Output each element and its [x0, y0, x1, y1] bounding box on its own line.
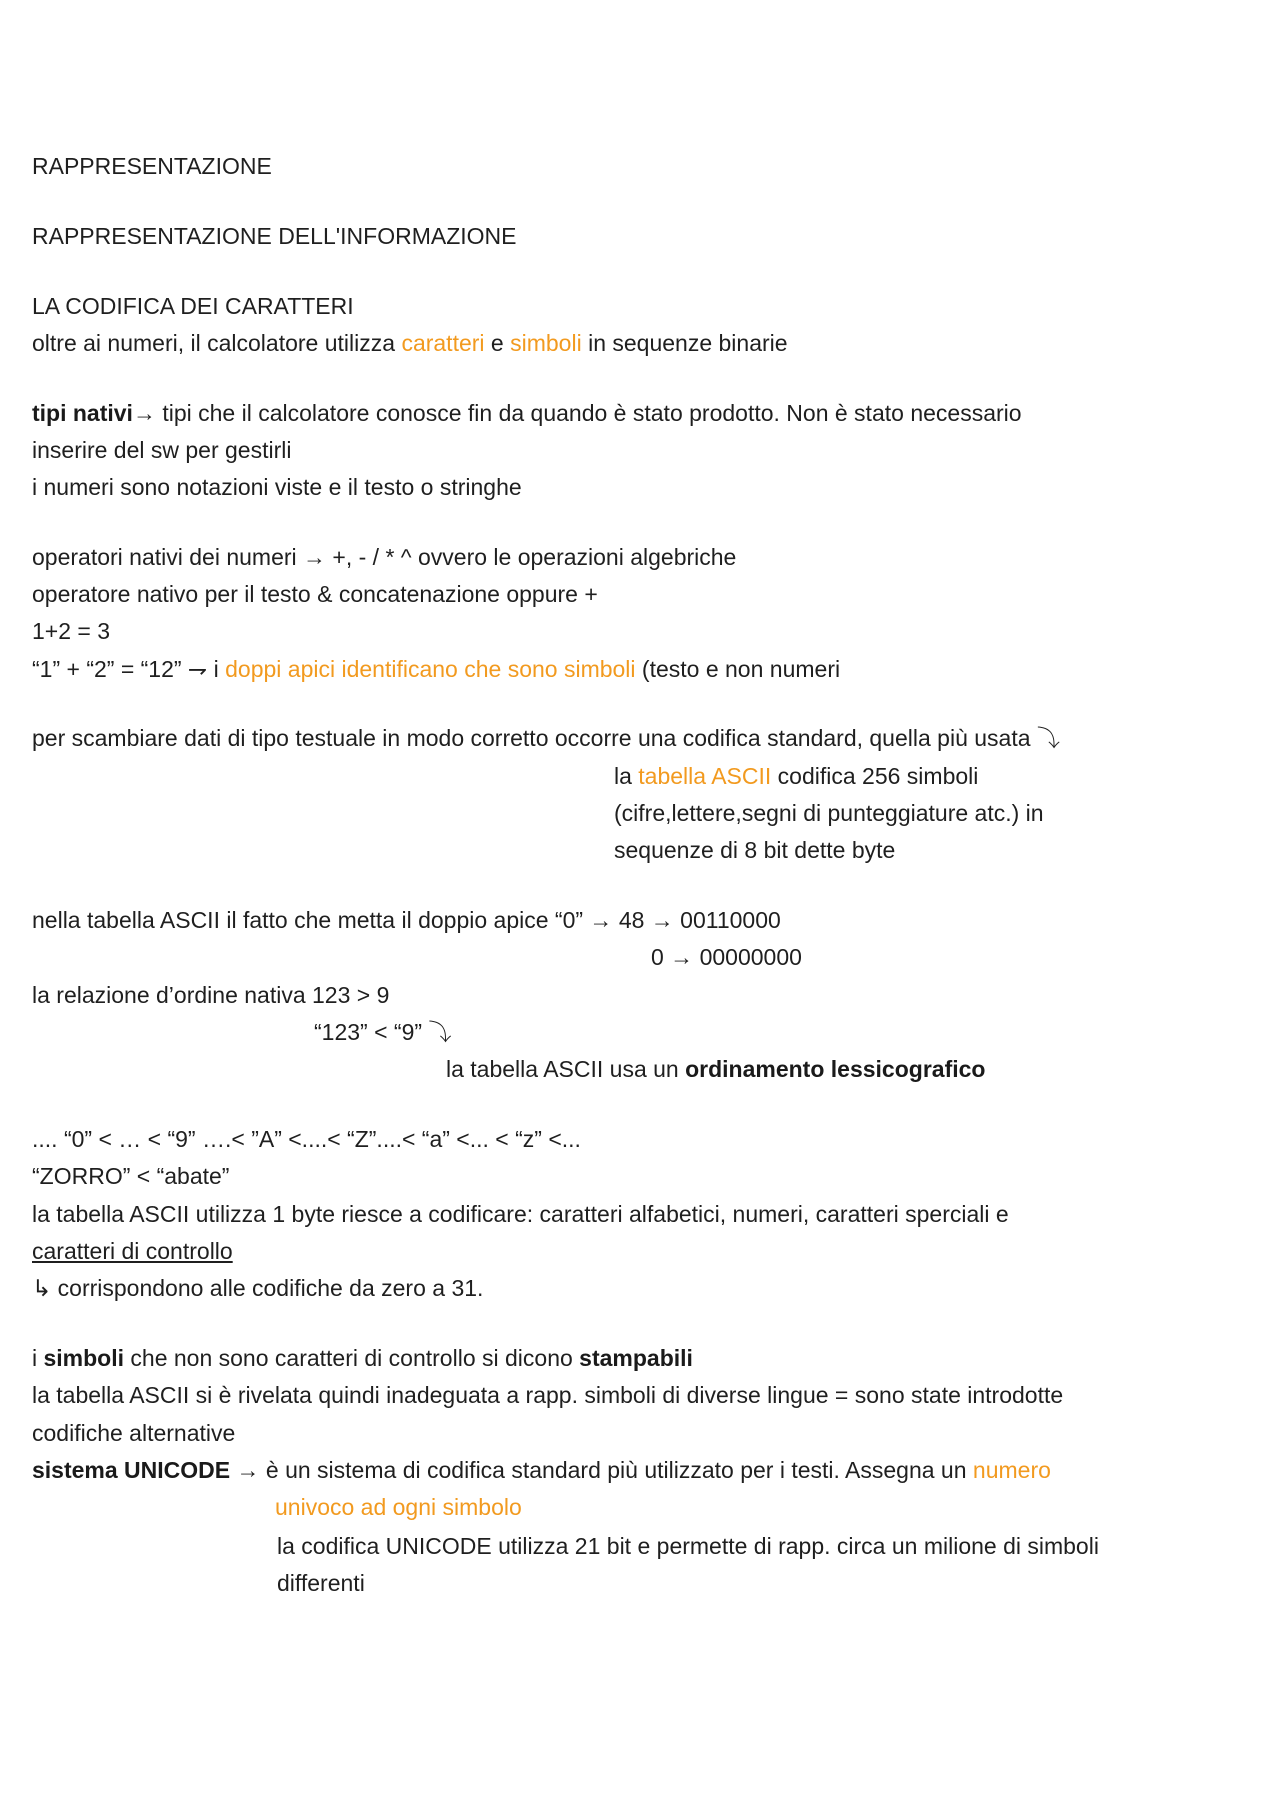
ascii-line-2: 0 → 00000000 [651, 944, 802, 970]
scambio-line-3: (cifre,lettere,segni di punteggiature atc.) in [614, 800, 1044, 826]
ascii-line-5: la tabella ASCII usa un ordinamento lessicografico [446, 1056, 986, 1082]
simboli-line-2: la tabella ASCII si è rivelata quindi inadeguata a rapp. simboli di diverse lingue = sono state introdotte [32, 1382, 1064, 1408]
caratteri-di-controllo: caratteri di controllo [32, 1238, 233, 1264]
ordine-line-1: .... “0” < … < “9” ….< ”A” <....< “Z”....< “a” <... < “z” <... [32, 1126, 581, 1152]
intro-line: oltre ai numeri, il calcolatore utilizza caratteri e simboli in sequenze binarie [32, 330, 788, 356]
ordine-line-5: ↳ corrispondono alle codifiche da zero a 31. [32, 1275, 484, 1301]
scambio-line-2: la tabella ASCII codifica 256 simboli [614, 763, 979, 789]
unicode-line-4: differenti [277, 1570, 365, 1596]
unicode-label: sistema UNICODE [32, 1457, 231, 1483]
ascii-line-4: “123” < “9” ⤵ [314, 1019, 452, 1045]
page-title: RAPPRESENTAZIONE [32, 153, 272, 179]
ordinamento-lessicografico: ordinamento lessicografico [685, 1056, 986, 1082]
operatori-line-4: “1” + “2” = “12” ⇁ i doppi apici identificano che sono simboli (testo e non numeri [32, 656, 841, 682]
highlight-caratteri: caratteri [401, 330, 485, 356]
tipi-nativi-label: tipi nativi [32, 400, 133, 426]
ascii-line-3: la relazione d’ordine nativa 123 > 9 [32, 982, 390, 1008]
highlight-doppi-apici: doppi apici identificano che sono simboli [225, 656, 636, 682]
operatori-line-1: operatori nativi dei numeri → +, - / * ^ ovvero le operazioni algebriche [32, 544, 737, 570]
operatori-line-3: 1+2 = 3 [32, 618, 111, 644]
scambio-line-4: sequenze di 8 bit dette byte [614, 837, 896, 863]
highlight-simboli: simboli [510, 330, 582, 356]
unicode-line-3: la codifica UNICODE utilizza 21 bit e permette di rapp. circa un milione di simboli [277, 1533, 1099, 1559]
tipi-line-2: inserire del sw per gestirli [32, 437, 292, 463]
unicode-line-2: univoco ad ogni simbolo [275, 1494, 522, 1520]
section-heading: LA CODIFICA DEI CARATTERI [32, 293, 354, 319]
tipi-line-3: i numeri sono notazioni viste e il testo o stringhe [32, 474, 522, 500]
ordine-line-3: la tabella ASCII utilizza 1 byte riesce a codificare: caratteri alfabetici, numeri, caratteri sperciali e [32, 1201, 1009, 1227]
tipi-nativi-line: tipi nativi→ tipi che il calcolatore conosce fin da quando è stato prodotto. Non è stato necessario [32, 400, 1022, 426]
operatori-line-2: operatore nativo per il testo & concatenazione oppure + [32, 581, 598, 607]
simboli-line-1: i simboli che non sono caratteri di controllo si dicono stampabili [32, 1345, 693, 1371]
unicode-line-1: sistema UNICODE → è un sistema di codifica standard più utilizzato per i testi. Assegna un numero [32, 1457, 1051, 1483]
scambio-line-1: per scambiare dati di tipo testuale in modo corretto occorre una codifica standard, quella più usata ⤵ [32, 725, 1060, 751]
ordine-line-2: “ZORRO” < “abate” [32, 1163, 230, 1189]
simboli-line-3: codifiche alternative [32, 1420, 236, 1446]
highlight-tabella-ascii: tabella ASCII [638, 763, 772, 789]
page-subtitle: RAPPRESENTAZIONE DELL'INFORMAZIONE [32, 223, 517, 249]
ascii-line-1: nella tabella ASCII il fatto che metta il doppio apice “0” → 48 → 00110000 [32, 907, 781, 933]
